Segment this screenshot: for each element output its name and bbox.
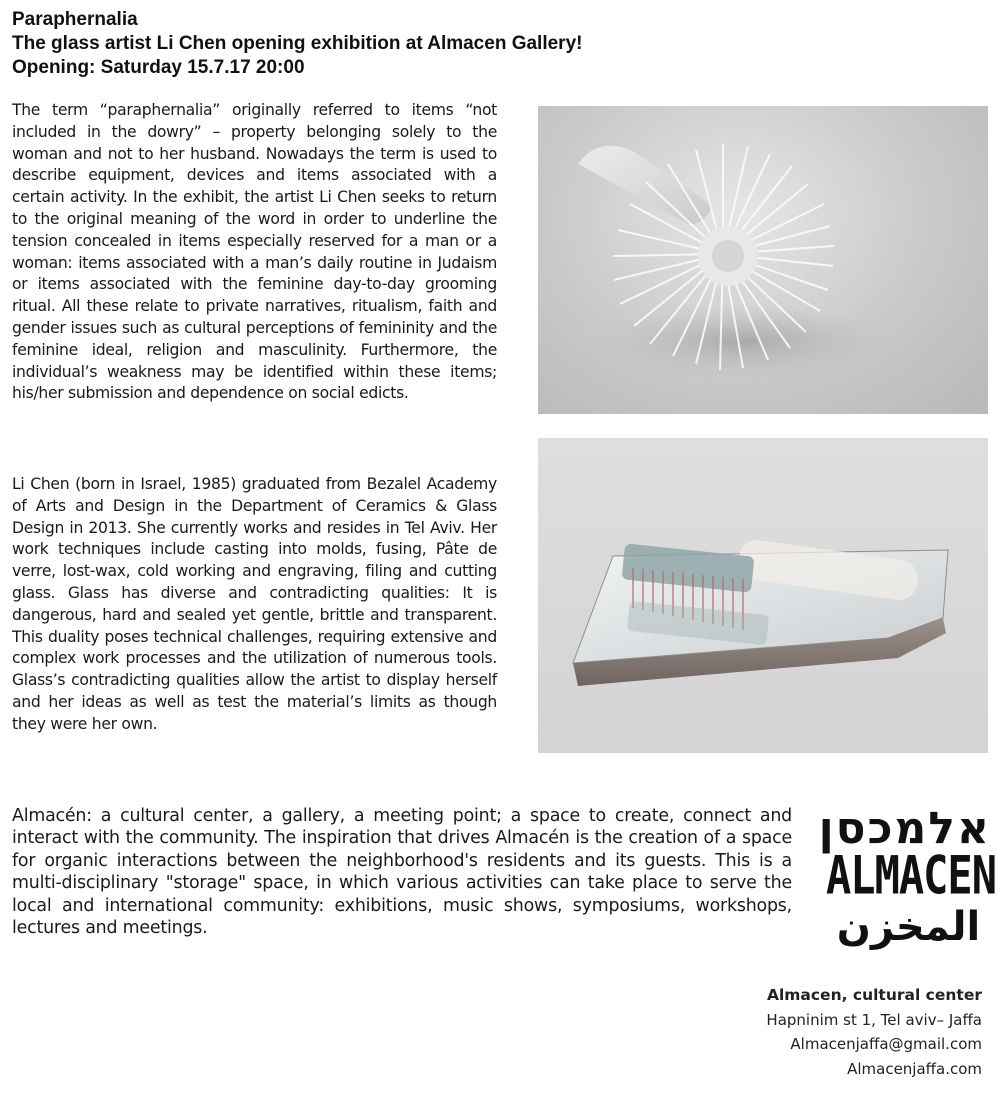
glass-comb-illustration — [538, 438, 988, 753]
contact-website[interactable]: Almacenjaffa.com — [847, 1059, 982, 1078]
logo-arabic: المخزن — [836, 904, 981, 950]
artist-bio-paragraph: Li Chen (born in Israel, 1985) graduated from Bezalel Academy of Arts and Design in the Department of Ceramics & Glass Design in 2013. She currently works and resides in Tel Aviv. Her work techniques include casting into molds, fusing, Pâte de verre, lost-wax, cold working and engraving, filing and cutting glass. Glass has diverse and contradicting qualities: It is dangerous, hard and sealed yet gentle, brittle and transparent. This duality poses technical challenges, requiring extensive and complex work processes and the utilization of numerous tools. Glass’s contradicting qualities allow the artist to display herself and her ideas as well as test the material’s limits as though they were her own. — [12, 475, 497, 733]
logo-latin: ALMACEN — [826, 844, 997, 906]
contact-block — [766, 983, 982, 1081]
page-title: Paraphernalia — [12, 9, 138, 30]
contact-address: Hapninim st 1, Tel aviv– Jaffa — [766, 1010, 982, 1029]
header — [12, 8, 582, 80]
description-paragraph-1: The term “paraphernalia” originally referred to items “not included in the dowry” – property belonging solely to the woman and not to her husband. Nowadays the term is used to describe equipment, devices and items associated with a certain activity. In the exhibit, the artist Li Chen seeks to return to the original meaning of the word in order to underline the tension concealed in items especially reserved for a man or a woman: items associated with a man’s daily routine in Judaism or items associated with the feminine day-to-day grooming ritual. All these relate to private narratives, ritualism, faith and gender issues such as cultural perceptions of femininity and the feminine ideal, religion and masculinity. Furthermore, the individual’s weakness may be identified within these items; his/her submission and dependence on social edicts. — [12, 101, 497, 403]
contact-email[interactable]: Almacenjaffa@gmail.com — [790, 1035, 982, 1053]
gallery-description: Almacén: a cultural center, a gallery, a meeting point; a space to create, connect and interact with the community. The inspiration that drives Almacén is the creation of a space for organic interactions between the neighborhood's residents and its guests. This is a multi-disciplinary "storage" space, in which various activities can take place to serve the local and international community: exhibitions, music shows, symposiums, workshops, lectures and meetings. — [12, 806, 792, 939]
exhibition-subtitle: The glass artist Li Chen opening exhibition at Almacen Gallery! — [12, 33, 583, 54]
logo-hebrew: אלמכסן — [818, 803, 991, 854]
glass-comb-on-mirror-photo — [538, 438, 988, 753]
opening-date: Opening: Saturday 15.7.17 20:00 — [12, 57, 305, 78]
glass-brush-photo — [538, 106, 988, 414]
almacen-logo — [818, 803, 997, 956]
contact-name: Almacen, cultural center — [766, 986, 982, 1004]
glass-brush-illustration — [538, 106, 988, 414]
